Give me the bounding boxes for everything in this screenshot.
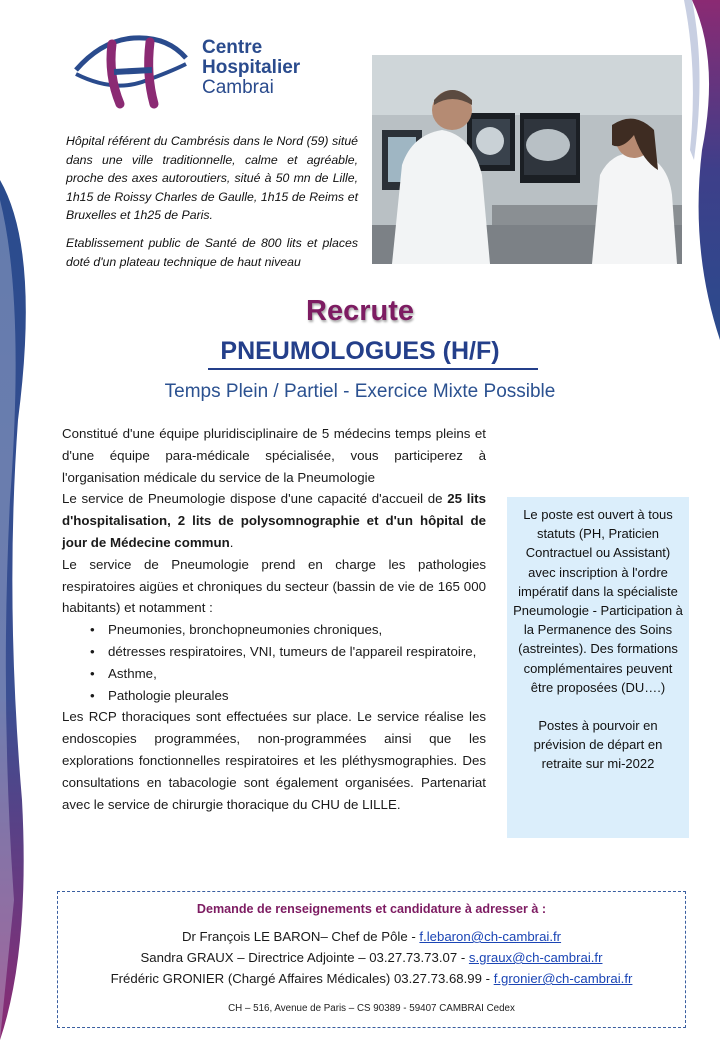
hospital-logo xyxy=(72,30,332,110)
list-item-text: Pathologie pleurales xyxy=(108,687,229,703)
job-title-underline xyxy=(208,368,538,370)
logo-line-centre: Centre xyxy=(202,37,263,58)
contact-line xyxy=(58,926,685,947)
list-item-text: détresses respiratoires, VNI, tumeurs de l'appareil respiratoire, xyxy=(108,643,477,659)
contact-person: Sandra GRAUX – Directrice Adjointe – 03.27.73.73.07 - xyxy=(140,950,469,965)
job-description xyxy=(62,423,486,815)
bullet-icon: • xyxy=(90,622,95,638)
capacity-text-end: . xyxy=(229,534,234,550)
description-paragraph-4: Les RCP thoraciques sont effectuées sur place. Le service réalise les endoscopies programmées, non-programmées ainsi que les explorations fonctionnelles respiratoires et les pléthysmographies. Des consultations en tabacologie sont également organisées. Partenariat avec le service de chirurgie thoracique du CHU de LILLE. xyxy=(62,709,486,812)
list-item xyxy=(62,619,486,641)
list-item-text: Asthme, xyxy=(108,665,157,681)
contact-heading: Demande de renseignements et candidature à adresser à : xyxy=(196,902,547,916)
logo-line-cambrai: Cambrai xyxy=(202,77,274,98)
list-item xyxy=(62,685,486,707)
postal-address: CH – 516, Avenue de Paris – CS 90389 - 59407 CAMBRAI Cedex xyxy=(228,1003,515,1014)
list-item-text: Pneumonies, bronchopneumonies chroniques, xyxy=(108,622,383,638)
bullet-icon: • xyxy=(90,665,95,681)
decorative-left-band xyxy=(0,0,60,1040)
contact-box xyxy=(57,891,686,1028)
logo-h-icon xyxy=(72,30,190,110)
decorative-right-band xyxy=(680,0,720,340)
position-info-box xyxy=(507,497,689,838)
email-link[interactable]: f.gronier@ch-cambrai.fr xyxy=(493,971,633,986)
pathology-list xyxy=(62,619,486,706)
contact-line xyxy=(58,968,685,989)
contact-line xyxy=(58,947,685,968)
job-mode-subtitle: Temps Plein / Partiel - Exercice Mixte Possible xyxy=(164,381,556,402)
recruits-heading: Recrute xyxy=(306,295,414,327)
intro-text xyxy=(66,132,358,280)
job-title: PNEUMOLOGUES (H/F) xyxy=(220,337,500,365)
capacity-bold-text: 25 lits d'hospitalisation, 2 lits de polysomnographie et d'un hôpital de jour de Médecine commun xyxy=(62,491,486,550)
contact-person: Dr François LE BARON– Chef de Pôle - xyxy=(181,929,420,944)
position-info-text: Le poste est ouvert à tous statuts (PH, Praticien Contractuel ou Assistant) avec inscription à l'ordre impératif dans la spécialiste Pneumologie - Participation à la Permanence des Soins (astreintes). Des formations complémentaires peuvent être proposées (DU….) xyxy=(513,507,683,695)
bullet-icon: • xyxy=(90,687,95,703)
description-paragraph-3: Le service de Pneumologie prend en charge les pathologies respiratoires aigües et chroniques du secteur (bassin de vie de 165 000 habitants) et notamment : xyxy=(62,556,486,616)
email-link[interactable]: f.lebaron@ch-cambrai.fr xyxy=(419,929,562,944)
email-link[interactable]: s.graux@ch-cambrai.fr xyxy=(468,950,603,965)
description-paragraph-1: Constitué d'une équipe pluridisciplinaire de 5 médecins temps pleins et d'une équipe para-médicale spécialisée, vous participerez à l'organisation médicale du service de la Pneumologie xyxy=(62,426,486,485)
list-item xyxy=(62,641,486,663)
list-item xyxy=(62,663,486,685)
intro-paragraph-1: Hôpital référent du Cambrésis dans le Nord (59) situé dans une ville traditionnelle, calme et agréable, proche des axes autoroutiers, situé à 50 mn de Lille, 1h15 de Roissy Charles de Gaulle, 1h15 de Reims et Bruxelles et 1h25 de Paris. xyxy=(66,134,358,223)
doctors-photo xyxy=(372,55,682,264)
bullet-icon: • xyxy=(90,643,95,659)
capacity-text-start: Le service de Pneumologie dispose d'une capacité d'accueil de xyxy=(62,491,448,507)
contact-person: Frédéric GRONIER (Chargé Affaires Médicales) 03.27.73.68.99 - xyxy=(110,971,494,986)
intro-paragraph-2: Etablissement public de Santé de 800 lits et places doté d'un plateau technique de haut niveau xyxy=(66,235,358,269)
position-availability-text: Postes à pourvoir en prévision de départ en retraite sur mi-2022 xyxy=(533,718,663,772)
logo-line-hospitalier: Hospitalier xyxy=(202,57,301,78)
description-paragraph-2 xyxy=(62,488,486,553)
